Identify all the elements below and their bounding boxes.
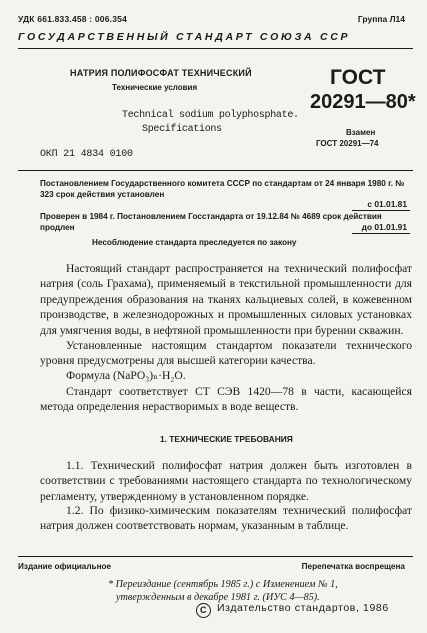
header-divider: [18, 48, 413, 49]
reprint-note-line2: утвержденным в декабре 1981 г. (ИУС 4—85).: [116, 592, 320, 603]
title-russian: НАТРИЯ ПОЛИФОСФАТ ТЕХНИЧЕСКИЙ: [70, 68, 252, 78]
decree-text: Постановлением Государственного комитета СССР по стандартам от 24 января 1980 г. № 323 срок действия установлен: [40, 179, 405, 199]
gost-number: 20291—80*: [310, 91, 416, 113]
penalty-notice: Несоблюдение стандарта преследуется по закону: [92, 238, 297, 247]
formula-line: Формула (NaPO₃)ₙ·H₂O.: [66, 369, 186, 382]
extension-date: до 01.01.91: [361, 222, 407, 232]
extension-text: Проверен в 1984 г. Постановлением Госстандарта от 19.12.84 № 4689 срок действия продлен: [40, 212, 382, 232]
effective-date: с 01.01.81: [367, 199, 407, 209]
section-heading: 1. ТЕХНИЧЕСКИЕ ТРЕБОВАНИЯ: [160, 434, 293, 444]
group-code: Группа Л14: [357, 14, 405, 24]
clause-1-2: 1.2. По физико-химическим показателям технический полифосфат натрия должен соответствовать нормам, указанным в таблице.: [40, 504, 412, 533]
reprint-note: [108, 578, 408, 604]
title-english-line2: Specifications: [142, 124, 222, 135]
footer-divider: [18, 556, 413, 557]
title-divider: [18, 170, 413, 171]
official-edition-label: Издание официальное: [18, 562, 112, 571]
publisher-name: Издательство стандартов, 1986: [217, 602, 389, 614]
replaces-value: ГОСТ 20291—74: [316, 139, 379, 148]
publisher-line: [196, 602, 389, 618]
gost-label: ГОСТ: [330, 66, 386, 89]
clause-1-1: 1.1. Технический полифосфат натрия должен быть изготовлен в соответствии с требованиями настоящего стандарта по технологическому регламенту, утвержденному в установленном порядке.: [40, 459, 412, 503]
title-english-line1: Technical sodium polyphosphate.: [122, 110, 299, 121]
copyright-icon: С: [196, 603, 211, 618]
title-russian-subtitle: Технические условия: [112, 83, 198, 92]
okp-code: ОКП 21 4834 0100: [40, 149, 133, 160]
state-standard-banner: ГОСУДАРСТВЕННЫЙ СТАНДАРТ СОЮЗА ССР: [18, 31, 351, 43]
intro-paragraph: Настоящий стандарт распространяется на технический полифосфат натрия (соль Грахама), применяемый в текстильной промышленности для предупреждения образования на тканях кальциевых солей, в кожевенном производстве, в железнодорожных и промышленных силовых установках для умягчения воды, в нефтяной промышленности при бурении скважин.: [40, 262, 412, 337]
reprint-prohibited-label: Перепечатка воспрещена: [301, 562, 405, 571]
replaces-label: Взамен: [346, 128, 376, 137]
reprint-note-line1: * Переиздание (сентябрь 1985 г.) с Изменением № 1,: [108, 579, 338, 590]
cmea-paragraph: Стандарт соответствует СТ СЭВ 1420—78 в части, касающейся метода определения нерастворимых в воде веществ.: [40, 385, 412, 414]
extension-date-rule: [352, 233, 410, 234]
quality-paragraph: Установленные настоящим стандартом показатели технического уровня предусмотрены для высшей категории качества.: [40, 339, 412, 368]
udk-code: УДК 661.833.458 : 006.354: [18, 14, 128, 24]
